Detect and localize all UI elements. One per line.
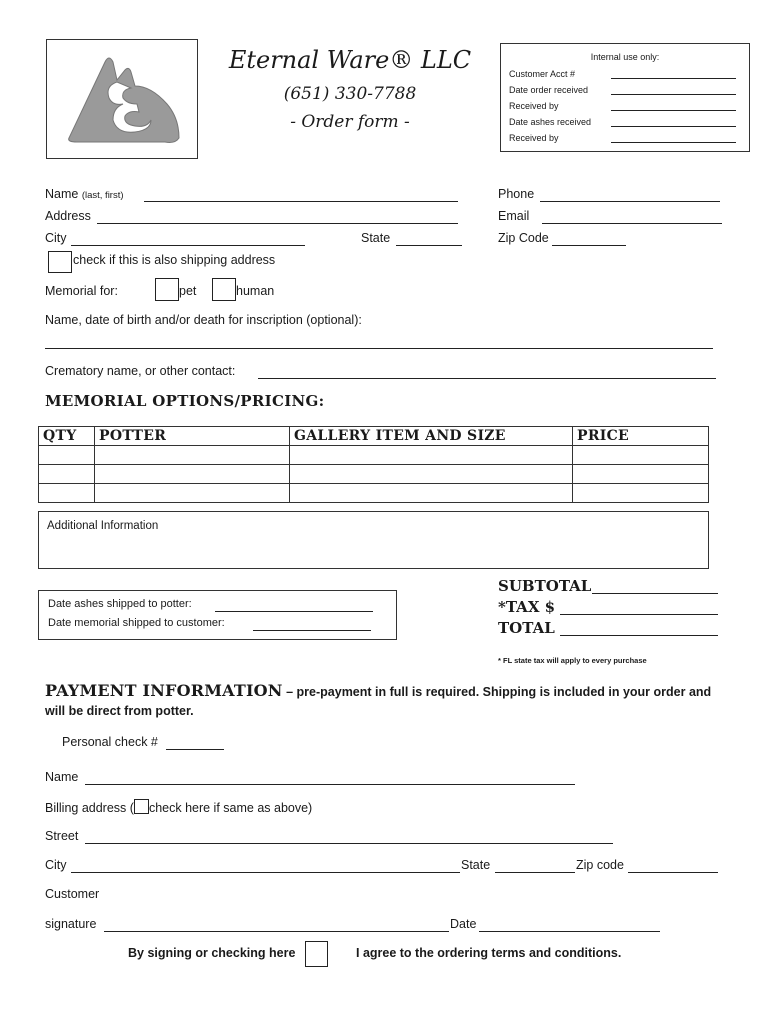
total-field[interactable] — [560, 635, 718, 636]
signature-date-field[interactable] — [479, 931, 660, 932]
crematory-label: Crematory name, or other contact: — [45, 364, 236, 378]
payment-heading-block — [45, 681, 725, 721]
shipping-check-label: check if this is also shipping address — [73, 253, 276, 267]
memorial-for-label: Memorial for: — [45, 284, 118, 298]
billing-same-label: check here if same as above) — [148, 801, 313, 815]
table-cell[interactable] — [95, 465, 290, 484]
email-field[interactable] — [542, 223, 722, 224]
internal-row-line[interactable] — [611, 110, 736, 111]
column-header: PRICE — [573, 427, 709, 446]
customer-label: Customer — [45, 887, 100, 901]
payment-heading: PAYMENT INFORMATION — [45, 681, 283, 700]
tax-field[interactable] — [560, 614, 718, 615]
table-cell[interactable] — [290, 484, 573, 503]
inscription-label: Name, date of birth and/or death for inscription (optional): — [45, 313, 362, 327]
ashes-shipped-field[interactable] — [215, 611, 373, 612]
internal-row-line[interactable] — [611, 126, 736, 127]
billing-address-row — [45, 799, 312, 815]
signature-label: signature — [45, 917, 97, 931]
subtotal-field[interactable] — [592, 593, 718, 594]
agree-suffix: I agree to the ordering terms and conditions. — [356, 946, 622, 960]
street-field[interactable] — [85, 843, 613, 844]
internal-row-line[interactable] — [611, 78, 736, 79]
human-label: human — [236, 284, 275, 298]
zip-label: Zip Code — [498, 231, 549, 245]
table-cell[interactable] — [95, 446, 290, 465]
name-field[interactable] — [144, 201, 458, 202]
human-checkbox[interactable] — [212, 278, 236, 301]
internal-use-title: Internal use only: — [590, 52, 660, 62]
table-cell[interactable] — [573, 484, 709, 503]
table-cell[interactable] — [95, 484, 290, 503]
inscription-field[interactable] — [45, 348, 713, 349]
billing-zip-field[interactable] — [628, 872, 718, 873]
internal-row-label: Date ashes received — [509, 117, 592, 127]
table-row — [39, 446, 709, 465]
table-header-row — [39, 427, 709, 446]
form-title: - Order form - — [290, 112, 410, 132]
phone-field[interactable] — [540, 201, 720, 202]
crematory-field[interactable] — [258, 378, 716, 379]
internal-row-label: Received by — [509, 101, 559, 111]
memorial-heading: MEMORIAL OPTIONS/PRICING: — [45, 392, 325, 410]
agree-checkbox[interactable] — [305, 941, 328, 967]
billing-name-field[interactable] — [85, 784, 575, 785]
billing-address-label: Billing address ( — [45, 801, 134, 815]
internal-row-label: Date order received — [509, 85, 589, 95]
table-row — [39, 484, 709, 503]
city-field[interactable] — [71, 245, 305, 246]
table-cell[interactable] — [39, 446, 95, 465]
agree-prefix: By signing or checking here — [128, 946, 296, 960]
pet-checkbox[interactable] — [155, 278, 179, 301]
column-header: QTY — [39, 427, 95, 446]
payment-dash: – — [282, 685, 294, 699]
tax-label: *TAX $ — [498, 598, 556, 616]
column-header: POTTER — [95, 427, 290, 446]
tax-note: * FL state tax will apply to every purchase — [498, 656, 647, 665]
subtotal-label: SUBTOTAL — [498, 577, 592, 595]
address-field[interactable] — [97, 223, 458, 224]
personal-check-field[interactable] — [166, 749, 224, 750]
signature-date-label: Date — [450, 917, 477, 931]
billing-same-checkbox[interactable] — [134, 799, 149, 814]
internal-use-box — [500, 43, 750, 152]
phone-label: Phone — [498, 187, 535, 201]
table-cell[interactable] — [573, 446, 709, 465]
table-cell[interactable] — [290, 465, 573, 484]
company-phone: (651) 330-7788 — [283, 84, 417, 104]
payment-note: pre-payment in full is required. Shipping is included in your order and will be direct from potter. — [45, 685, 712, 718]
memorial-shipped-field[interactable] — [253, 630, 371, 631]
billing-zip-label: Zip code — [576, 858, 624, 872]
zip-field[interactable] — [552, 245, 626, 246]
table-cell[interactable] — [290, 446, 573, 465]
billing-state-field[interactable] — [495, 872, 575, 873]
street-label: Street — [45, 829, 79, 843]
internal-row-line[interactable] — [611, 142, 736, 143]
name-hint: (last, first) — [81, 190, 124, 201]
ashes-shipped-label: Date ashes shipped to potter: — [48, 598, 192, 610]
memorial-table — [38, 426, 709, 503]
company-name: Eternal Ware® LLC — [228, 46, 472, 74]
company-logo — [46, 39, 198, 159]
internal-row-label: Customer Acct # — [509, 69, 576, 79]
table-cell[interactable] — [39, 465, 95, 484]
shipping-dates-box — [38, 590, 397, 640]
billing-city-label: City — [45, 858, 67, 872]
signature-field[interactable] — [104, 931, 449, 932]
pet-label: pet — [179, 284, 197, 298]
memorial-shipped-label: Date memorial shipped to customer: — [48, 617, 225, 629]
name-row — [45, 187, 124, 201]
table-cell[interactable] — [39, 484, 95, 503]
city-label: City — [45, 231, 67, 245]
state-label: State — [361, 231, 391, 245]
table-cell[interactable] — [573, 465, 709, 484]
column-header: GALLERY ITEM AND SIZE — [290, 427, 573, 446]
shipping-checkbox[interactable] — [48, 251, 72, 273]
additional-info-box[interactable] — [38, 511, 709, 569]
internal-row-line[interactable] — [611, 94, 736, 95]
billing-city-field[interactable] — [71, 872, 460, 873]
billing-name-label: Name — [45, 770, 79, 784]
internal-row-label: Received by — [509, 133, 559, 143]
address-label: Address — [45, 209, 91, 223]
name-label: Name — [45, 187, 79, 201]
additional-info-label: Additional Information — [47, 520, 159, 532]
total-label: TOTAL — [498, 619, 555, 637]
email-label: Email — [498, 209, 530, 223]
personal-check-label: Personal check # — [62, 735, 158, 749]
state-field[interactable] — [396, 245, 462, 246]
table-row — [39, 465, 709, 484]
billing-state-label: State — [461, 858, 491, 872]
